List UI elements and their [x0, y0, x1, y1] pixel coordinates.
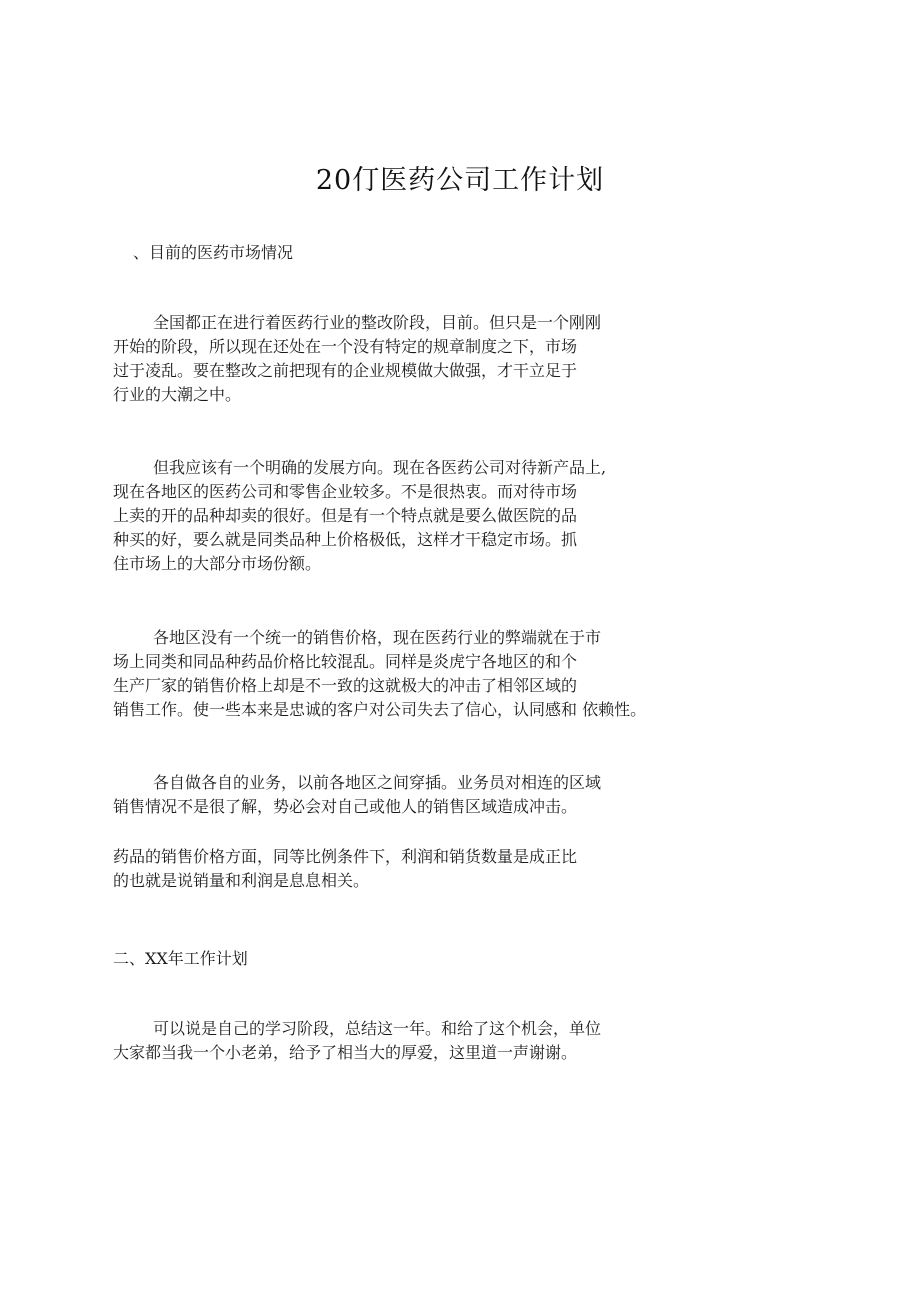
paragraph-line: 各自做各自的业务，以前各地区之间穿插。业务员对相连的区域 — [153, 773, 602, 792]
paragraph-line: 场上同类和同品种药品价格比较混乱。同样是炎虎宁各地区的和个 — [113, 652, 578, 671]
section-heading-plan: 二、XX年工作计划 — [113, 949, 248, 968]
paragraph-line: 现在各地区的医药公司和零售企业较多。不是很热衷。而对待市场 — [113, 482, 578, 501]
paragraph-line: 但我应该有一个明确的发展方向。现在各医药公司对待新产品上, — [153, 458, 607, 477]
paragraph-line: 开始的阶段，所以现在还处在一个没有特定的规章制度之下，市场 — [113, 337, 578, 356]
paragraph-line: 大家都当我一个小老弟，给予了相当大的厚爱，这里道一声谢谢。 — [113, 1043, 578, 1062]
paragraph-line: 的也就是说销量和利润是息息相关。 — [113, 871, 370, 890]
paragraph-line: 行业的大潮之中。 — [113, 385, 242, 404]
paragraph-line: 各地区没有一个统一的销售价格，现在医药行业的弊端就在于市 — [153, 628, 602, 647]
paragraph-4 — [113, 771, 601, 819]
paragraph-1 — [113, 311, 601, 407]
paragraph-line: 全国都正在进行着医药行业的整改阶段，目前。但只是一个刚刚 — [153, 313, 602, 332]
paragraph-3 — [113, 626, 646, 722]
paragraph-line: 住市场上的大部分市场份额。 — [113, 554, 322, 573]
paragraph-line: 销售情况不是很了解，势必会对自己或他人的销售区域造成冲击。 — [113, 797, 578, 816]
paragraph-5 — [113, 845, 577, 893]
paragraph-line: 可以说是自己的学习阶段，总结这一年。和给了这个机会，单位 — [153, 1019, 602, 1038]
paragraph-line: 种买的好，要么就是同类品种上价格极低，这样才干稳定市场。抓 — [113, 530, 578, 549]
section-heading-market: 、目前的医药市场情况 — [133, 243, 294, 262]
paragraph-line: 销售工作。使一些本来是忠诚的客户对公司失去了信心，认同感和 依赖性。 — [113, 700, 647, 719]
paragraph-line: 药品的销售价格方面，同等比例条件下，利润和销货数量是成正比 — [113, 847, 578, 866]
document-title: 20仃医药公司工作计划 — [315, 165, 605, 196]
paragraph-2 — [113, 456, 606, 576]
paragraph-6 — [113, 1017, 601, 1065]
paragraph-line: 上卖的开的品种却卖的很好。但是有一个特点就是要么做医院的品 — [113, 506, 578, 525]
paragraph-line: 过于凌乱。要在整改之前把现有的企业规模做大做强，才干立足于 — [113, 361, 578, 380]
paragraph-line: 生产厂家的销售价格上却是不一致的这就极大的冲击了相邻区域的 — [113, 676, 578, 695]
